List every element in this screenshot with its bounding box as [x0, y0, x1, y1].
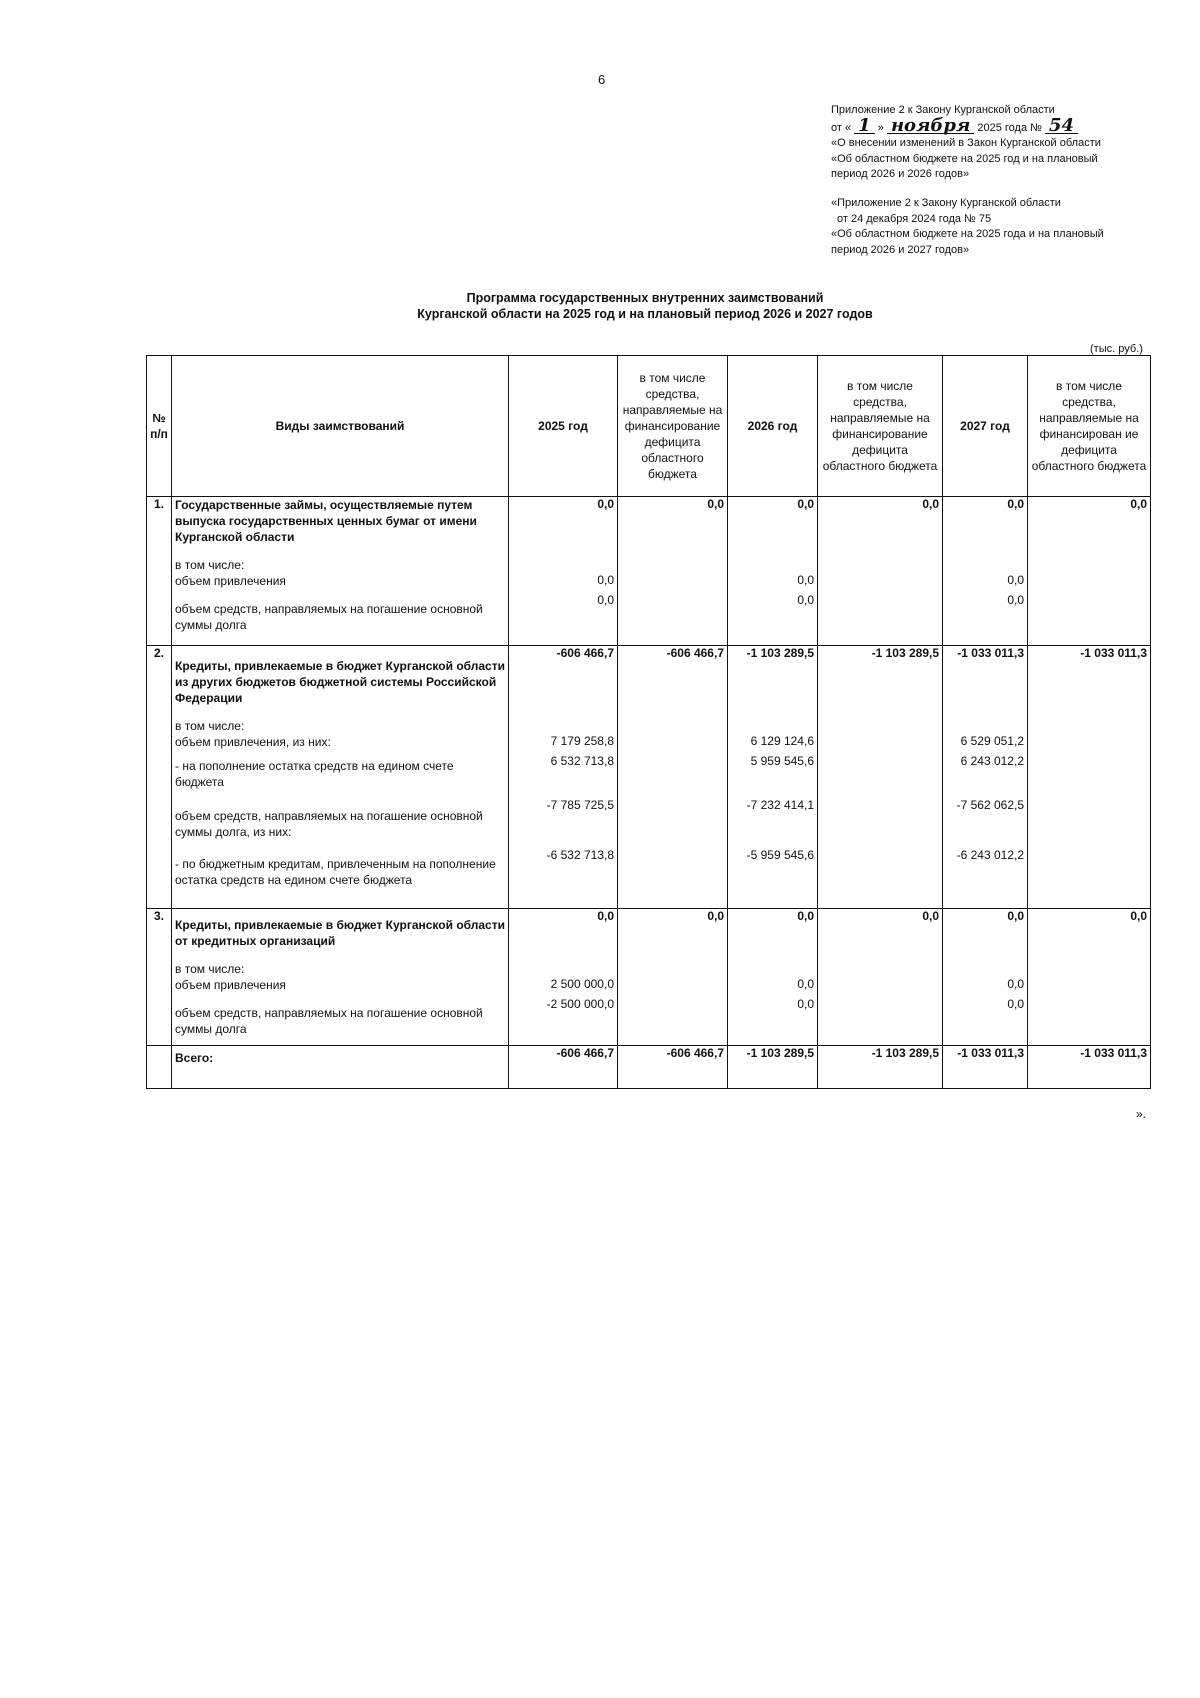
cell: 0,0 [728, 497, 818, 558]
table-row [147, 798, 1151, 848]
cell [618, 977, 728, 997]
cell: -606 466,7 [618, 1046, 728, 1089]
cell: -606 466,7 [618, 646, 728, 719]
cell: -6 243 012,2 [943, 848, 1028, 909]
cell: 0,0 [509, 573, 618, 593]
section-2-row [147, 646, 1151, 719]
appendix2-line-4: период 2026 и 2027 годов» [831, 243, 970, 256]
cell [618, 798, 728, 848]
section-title: Кредиты, привлекаемые в бюджет Курганской области из других бюджетов бюджетной системы Российской Федерации [172, 646, 509, 719]
borrowing-program-table [146, 355, 1151, 1089]
incl-row [147, 961, 1151, 977]
cell: 0,0 [1028, 909, 1151, 962]
row-label: - по бюджетным кредитам, привлеченным на пополнение остатка средств на едином счете бюджета [172, 848, 509, 909]
cell: 0,0 [728, 997, 818, 1046]
cell: 0,0 [818, 497, 943, 558]
cell: -606 466,7 [509, 646, 618, 719]
section-number: 3. [147, 909, 172, 962]
cell: 6 129 124,6 [728, 734, 818, 754]
page-number: 6 [598, 72, 606, 87]
header-2027: 2027 год [943, 356, 1028, 497]
appendix-line-4: «Об областном бюджете на 2025 год и на плановый [831, 152, 1098, 165]
table-row [147, 593, 1151, 646]
row-label: - на пополнение остатка средств на едином счете бюджета [172, 754, 509, 798]
appendix2-line-1: «Приложение 2 к Закону Курганской области [831, 197, 1061, 209]
cell: -1 103 289,5 [818, 1046, 943, 1089]
header-kind: Виды заимствований [172, 356, 509, 497]
appendix-from-prefix: от « [831, 121, 852, 134]
cell [818, 997, 943, 1046]
cell: 0,0 [1028, 497, 1151, 558]
cell [1028, 754, 1151, 798]
cell: 0,0 [818, 909, 943, 962]
cell: 7 179 258,8 [509, 734, 618, 754]
cell: -606 466,7 [509, 1046, 618, 1089]
cell: 5 959 545,6 [728, 754, 818, 798]
cell [618, 593, 728, 646]
cell: -1 103 289,5 [728, 1046, 818, 1089]
appendix-header [831, 103, 1183, 183]
row-label: объем средств, направляемых на погашение основной суммы долга [172, 997, 509, 1046]
row-label: объем привлечения [172, 977, 509, 997]
row-label: объем средств, направляемых на погашение основной суммы долга [172, 593, 509, 646]
section-title: Кредиты, привлекаемые в бюджет Курганской области от кредитных организаций [172, 909, 509, 962]
section-number: 2. [147, 646, 172, 719]
cell [618, 848, 728, 909]
cell [1028, 997, 1151, 1046]
handwritten-law-number: 54 [1045, 119, 1078, 134]
cell: 0,0 [728, 909, 818, 962]
cell: 0,0 [943, 497, 1028, 558]
cell: 6 529 051,2 [943, 734, 1028, 754]
cell: 0,0 [943, 997, 1028, 1046]
header-deficit-2027: в том числе средства, направляемые на финансирован ие дефицита областного бюджета [1028, 356, 1151, 497]
section-title: Государственные займы, осуществляемые путем выпуска государственных ценных бумаг от имени Курганской области [172, 497, 509, 558]
appendix-line-1: Приложение 2 к Закону Курганской области [831, 104, 1055, 116]
cell: 0,0 [943, 573, 1028, 593]
cell: 0,0 [943, 909, 1028, 962]
cell: 0,0 [943, 593, 1028, 646]
appendix-original-header [831, 196, 1183, 258]
cell [1028, 977, 1151, 997]
units-label: (тыс. руб.) [1090, 343, 1143, 355]
incl-row [147, 557, 1151, 573]
cell [818, 848, 943, 909]
header-deficit-2025: в том числе средства, направляемые на финансирование дефицита областного бюджета [618, 356, 728, 497]
header-2026: 2026 год [728, 356, 818, 497]
cell: -7 562 062,5 [943, 798, 1028, 848]
cell [1028, 798, 1151, 848]
table-row [147, 997, 1151, 1046]
cell: 0,0 [728, 593, 818, 646]
table-header-row [147, 356, 1151, 497]
appendix-line-5: период 2026 и 2026 годов» [831, 168, 970, 180]
appendix-mid: » [877, 121, 884, 134]
cell: -1 033 011,3 [943, 1046, 1028, 1089]
cell: -1 033 011,3 [1028, 646, 1151, 719]
cell [618, 734, 728, 754]
cell [818, 734, 943, 754]
cell [1028, 573, 1151, 593]
cell [818, 798, 943, 848]
cell: -1 033 011,3 [943, 646, 1028, 719]
cell: -2 500 000,0 [509, 997, 618, 1046]
title-line-1: Программа государственных внутренних заимствований [466, 291, 824, 305]
cell: -1 033 011,3 [1028, 1046, 1151, 1089]
title-line-2: Курганской области на 2025 год и на плановый период 2026 и 2027 годов [417, 307, 873, 321]
handwritten-day: 1 [854, 119, 875, 134]
cell: 0,0 [618, 497, 728, 558]
incl-label: в том числе: [172, 557, 509, 573]
appendix-year-text: 2025 года № [977, 121, 1042, 134]
header-num: № п/п [147, 356, 172, 497]
incl-label: в том числе: [172, 961, 509, 977]
row-label: объем средств, направляемых на погашение основной суммы долга, из них: [172, 798, 509, 848]
cell: 0,0 [943, 977, 1028, 997]
cell [818, 593, 943, 646]
table-row [147, 734, 1151, 754]
cell: 2 500 000,0 [509, 977, 618, 997]
cell [618, 754, 728, 798]
cell: -6 532 713,8 [509, 848, 618, 909]
section-1-row [147, 497, 1151, 558]
cell [818, 977, 943, 997]
cell [1028, 734, 1151, 754]
appendix-line-3: «О внесении изменений в Закон Курганской области [831, 137, 1101, 149]
cell: 0,0 [509, 593, 618, 646]
table-row [147, 573, 1151, 593]
cell: 6 243 012,2 [943, 754, 1028, 798]
incl-label: в том числе: [172, 718, 509, 734]
cell [618, 573, 728, 593]
handwritten-month: ноября [887, 119, 974, 134]
cell: 6 532 713,8 [509, 754, 618, 798]
row-label: объем привлечения, из них: [172, 734, 509, 754]
table-row [147, 977, 1151, 997]
cell: 0,0 [728, 573, 818, 593]
appendix2-line-3: «Об областном бюджете на 2025 года и на плановый [831, 228, 1104, 240]
header-2025: 2025 год [509, 356, 618, 497]
section-number: 1. [147, 497, 172, 558]
cell: -7 232 414,1 [728, 798, 818, 848]
cell: 0,0 [728, 977, 818, 997]
cell [818, 573, 943, 593]
total-row [147, 1046, 1151, 1089]
cell: 0,0 [509, 497, 618, 558]
cell: 0,0 [618, 909, 728, 962]
appendix-date-line [831, 114, 1183, 137]
section-3-row [147, 909, 1151, 962]
appendix2-line-2: от 24 декабря 2024 года № 75 [837, 212, 992, 225]
document-title [145, 290, 1145, 322]
cell [1028, 848, 1151, 909]
cell: -1 103 289,5 [728, 646, 818, 719]
closing-quote: ». [1136, 1107, 1147, 1121]
table-row [147, 754, 1151, 798]
cell: -1 103 289,5 [818, 646, 943, 719]
incl-row [147, 718, 1151, 734]
cell: 0,0 [509, 909, 618, 962]
cell: -7 785 725,5 [509, 798, 618, 848]
cell [1028, 593, 1151, 646]
table-row [147, 848, 1151, 909]
total-label: Всего: [172, 1046, 509, 1089]
row-label: объем привлечения [172, 573, 509, 593]
header-deficit-2026: в том числе средства, направляемые на финансирование дефицита областного бюджета [818, 356, 943, 497]
cell [818, 754, 943, 798]
cell [618, 997, 728, 1046]
cell: -5 959 545,6 [728, 848, 818, 909]
